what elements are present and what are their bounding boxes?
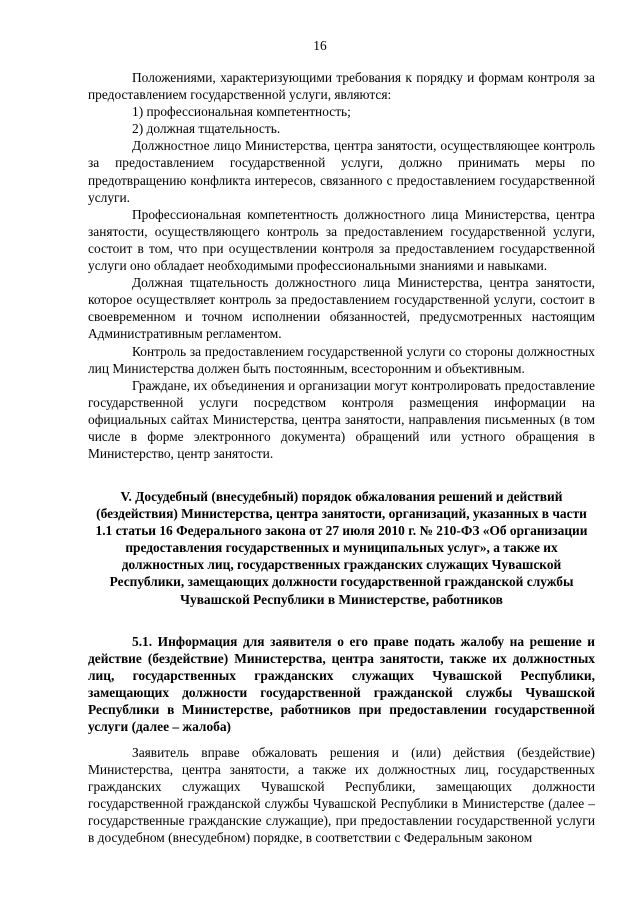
- subsection-heading: 5.1. Информация для заявителя о его праве подать жалобу на решение и действие (бездействие) Министерства, центра занятости, также их должностных лиц, государственных гражданских служащих Чувашской Республики, замещающих должности государственной гражданской службы Чувашской Республики в Министерстве, работников при предоставлении государственной услуги (далее – жалоба): [88, 634, 595, 735]
- paragraph-due-diligence: Должная тщательность должностного лица Министерства, центра занятости, которое осуществляет контроль за предоставлением государственной услуги, состоит в своевременном и точном исполнении обязанностей, предусмотренных настоящим Административным регламентом.: [88, 275, 595, 342]
- paragraph-conflict-of-interest: Должностное лицо Министерства, центра занятости, осуществляющее контроль за предоставлением государственной услуги, должно принимать меры по предотвращению конфликта интересов, связанного с предоставлением государственной услуги.: [88, 138, 595, 205]
- paragraph-control-by-officials: Контроль за предоставлением государственной услуги со стороны должностных лиц Министерства должен быть постоянным, всесторонним и объективным.: [88, 343, 595, 376]
- list-item-diligence: 2) должная тщательность.: [132, 121, 281, 137]
- page-number: 16: [313, 38, 327, 53]
- paragraph-professional-competence: Профессиональная компетентность должностного лица Министерства, центра занятости, осуществляющего контроль за предоставлением государственной услуги, состоит в том, что при осуществлении контроля за предоставлением государственной услуги оно обладает необходимыми профессиональными знаниями и навыками.: [88, 206, 595, 274]
- paragraph-control-requirements: Положениями, характеризующими требования к порядку и формам контроля за предоставлением государственной услуги, являются:: [88, 70, 595, 103]
- paragraph-citizen-control: Граждане, их объединения и организации могут контролировать предоставление государственной услуги посредством контроля размещения информации на официальных сайтах Министерства, центра занятости, направления письменных (в том числе в форме электронного документа) обращений или устного обращения в Министерство, центр занятости.: [88, 377, 595, 462]
- top-text-block: [88, 69, 595, 462]
- list-item-competence: 1) профессиональная компетентность;: [132, 104, 351, 120]
- section-heading: V. Досудебный (внесудебный) порядок обжалования решений и действий (бездействия) Министерства, центра занятости, организаций, указанных в части 1.1 статьи 16 Федерального закона от 27 июля 2010 г. № 210-ФЗ «Об организации предоставления государственных и муниципальных услуг», а также их должностных лиц, государственных гражданских служащих Чувашской Республики, замещающих должности государственной гражданской службы Чувашской Республики в Министерстве, работников: [95, 489, 588, 607]
- bottom-text-block: [88, 744, 595, 847]
- paragraph-appeal-right: Заявитель вправе обжаловать решения и (или) действия (бездействие) Министерства, центра занятости, а также их должностных лиц, государственных гражданских служащих Чувашской Республики, замещающих должности государственной гражданской службы Чувашской Республики в Министерстве (далее – государственные гражданские служащие), при предоставлении государственной услуги в досудебном (внесудебном) порядке, в соответствии с Федеральным законом: [88, 745, 595, 846]
